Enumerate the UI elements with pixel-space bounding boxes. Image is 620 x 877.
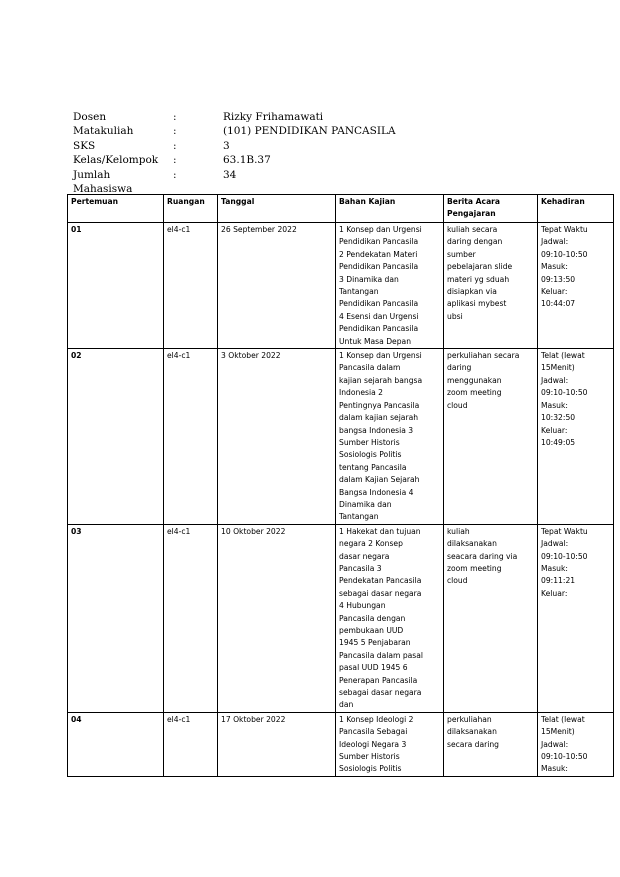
cell-ruangan: el4-c1 (164, 223, 218, 349)
cell-berita-acara: kuliah dilaksanakan seacara daring via zoom meeting cloud (444, 524, 538, 712)
cell-berita-acara: kuliah secara daring dengan sumber pebelajaran slide materi yg sduah disiapkan via aplikasi mybest ubsi (444, 223, 538, 349)
table-row (68, 223, 614, 349)
cell-tanggal: 3 Oktober 2022 (218, 349, 336, 525)
info-label: Matakuliah (73, 125, 134, 138)
cell-kehadiran: Tepat Waktu Jadwal: 09:10-10:50 Masuk: 09:11:21 Keluar: (538, 524, 614, 712)
course-info (73, 110, 473, 196)
cell-tanggal: 17 Oktober 2022 (218, 712, 336, 776)
info-value: Rizky Frihamawati (223, 111, 324, 123)
cell-kehadiran: Telat (lewat 15Menit) Jadwal: 09:10-10:50 Masuk: (538, 712, 614, 776)
cell-pertemuan: 01 (68, 223, 164, 349)
table-row (68, 349, 614, 525)
cell-tanggal: 10 Oktober 2022 (218, 524, 336, 712)
cell-kehadiran: Tepat Waktu Jadwal: 09:10-10:50 Masuk: 09:13:50 Keluar: 10:44:07 (538, 223, 614, 349)
info-row-sks (73, 139, 473, 153)
header-bahan-kajian: Bahan Kajian (336, 195, 444, 223)
cell-ruangan: el4-c1 (164, 712, 218, 776)
table-header-row (68, 195, 614, 223)
table-row (68, 712, 614, 776)
header-tanggal: Tanggal (218, 195, 336, 223)
header-pertemuan: Pertemuan (68, 195, 164, 223)
info-row-dosen (73, 110, 473, 124)
cell-pertemuan: 03 (68, 524, 164, 712)
cell-bahan-kajian: 1 Konsep dan Urgensi Pancasila dalam kajian sejarah bangsa Indonesia 2 Pentingnya Pancasila dalam kajian sejarah bangsa Indonesia 3 Sumber Historis Sosiologis Politis tentang Pancasila dalam Kajian Sejarah Bangsa Indonesia 4 Dinamika dan Tantangan (336, 349, 444, 525)
info-colon: : (173, 111, 177, 123)
cell-berita-acara: perkuliahan dilaksanakan secara daring (444, 712, 538, 776)
info-row-jumlah (73, 168, 473, 182)
header-kehadiran: Kehadiran (538, 195, 614, 223)
info-colon: : (173, 139, 177, 152)
cell-tanggal: 26 September 2022 (218, 223, 336, 349)
attendance-table (67, 194, 614, 777)
info-label: SKS (73, 139, 96, 152)
info-label: Dosen (73, 111, 107, 123)
info-label: Mahasiswa (73, 182, 133, 195)
cell-bahan-kajian: 1 Hakekat dan tujuan negara 2 Konsep dasar negara Pancasila 3 Pendekatan Pancasila sebagai dasar negara 4 Hubungan Pancasila dengan pembukaan UUD 1945 5 Penjabaran Pancasila dalam pasal pasal UUD 1945 6 Penerapan Pancasila sebagai dasar negara dan (336, 524, 444, 712)
info-colon: : (173, 168, 177, 181)
cell-pertemuan: 04 (68, 712, 164, 776)
info-label: Kelas/Kelompok (73, 154, 159, 167)
header-berita-acara: Berita Acara Pengajaran (444, 195, 538, 223)
cell-pertemuan: 02 (68, 349, 164, 525)
info-colon: : (173, 154, 177, 167)
cell-kehadiran: Telat (lewat 15Menit) Jadwal: 09:10-10:50 Masuk: 10:32:50 Keluar: 10:49:05 (538, 349, 614, 525)
cell-ruangan: el4-c1 (164, 349, 218, 525)
info-value: 3 (223, 139, 230, 152)
info-value: 63.1B.37 (223, 154, 271, 167)
cell-bahan-kajian: 1 Konsep Ideologi 2 Pancasila Sebagai Ideologi Negara 3 Sumber Historis Sosiologis Politis (336, 712, 444, 776)
cell-berita-acara: perkuliahan secara daring menggunakan zoom meeting cloud (444, 349, 538, 525)
cell-ruangan: el4-c1 (164, 524, 218, 712)
info-row-matakuliah (73, 124, 473, 138)
info-value: 34 (223, 168, 237, 181)
info-label: Jumlah (73, 168, 111, 181)
info-row-kelas (73, 153, 473, 167)
info-colon: : (173, 125, 177, 138)
info-value: (101) PENDIDIKAN PANCASILA (223, 125, 396, 138)
cell-bahan-kajian: 1 Konsep dan Urgensi Pendidikan Pancasila 2 Pendekatan Materi Pendidikan Pancasila 3 Dinamika dan Tantangan Pendidikan Pancasila 4 Esensi dan Urgensi Pendidikan Pancasila Untuk Masa Depan (336, 223, 444, 349)
table-row (68, 524, 614, 712)
header-ruangan: Ruangan (164, 195, 218, 223)
